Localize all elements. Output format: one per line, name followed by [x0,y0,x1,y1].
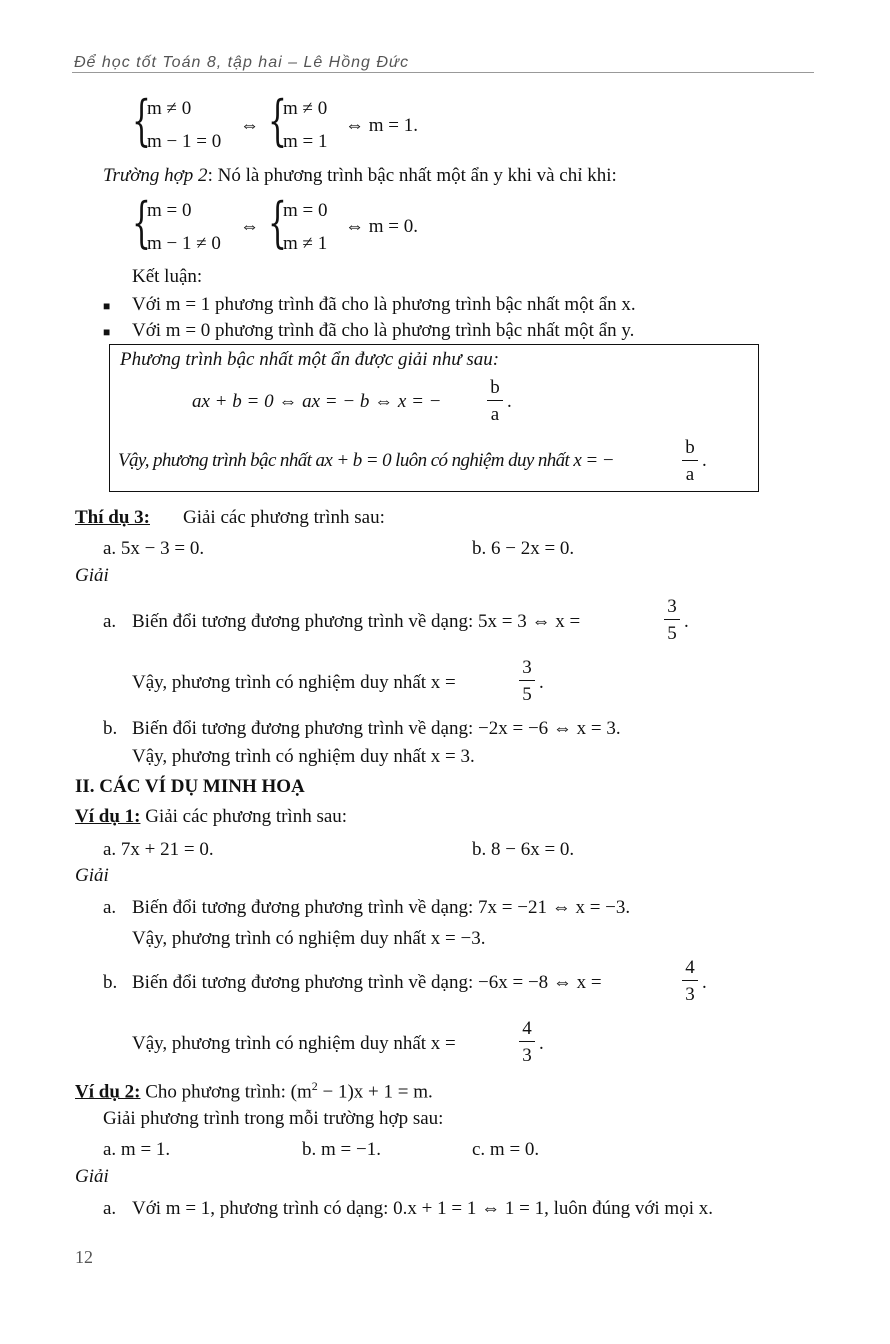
conclusion-item [103,294,636,315]
fraction-denominator: 5 [667,623,677,644]
fraction-numerator: b [685,437,695,458]
note-fraction-b-over-a [682,438,698,484]
case1-equiv: ⇔ [240,115,259,136]
fraction-3-over-5 [519,658,535,704]
example-v1-heading [75,807,347,826]
fraction-4-over-3 [519,1019,535,1065]
fraction-numerator: 4 [685,957,695,978]
note-period: . [507,391,512,412]
example-v2-a: a. m = 1. [103,1139,171,1160]
fraction-numerator: 4 [522,1018,532,1039]
case2-sys2-line2: m ≠ 1 [283,233,328,254]
conclusion-item [103,320,635,341]
section-title: II. CÁC VÍ DỤ MINH HOẠ [75,776,305,797]
example-v1-sol-a-conclusion: Vậy, phương trình có nghiệm duy nhất x = −3. [132,928,486,949]
example-v1-task: Giải các phương trình sau: [140,806,348,827]
bullet-square-icon: ■ [103,299,111,313]
case2-sys1-line1: m = 0 [147,200,192,221]
example3-sol-b: Biến đổi tương đương phương trình về dạng: −2x = −6 ⇔ x = 3. [132,718,621,739]
page-number: 12 [75,1247,93,1267]
example-v1-sol-b-conclusion: Vậy, phương trình có nghiệm duy nhất x = [132,1033,456,1054]
example3-a: a. 5x − 3 = 0. [103,538,205,559]
example3-sol-b-conclusion: Vậy, phương trình có nghiệm duy nhất x = 3. [132,746,475,767]
example3-b: b. 6 − 2x = 0. [472,538,575,559]
case2-sys2-line1: m = 0 [283,200,328,221]
note-fraction-b-over-a [487,378,503,424]
left-brace: { [268,89,287,152]
header-rule [72,72,814,73]
example-v2-task-pre: Cho phương trình: (m [140,1081,312,1103]
fraction-denominator: a [490,404,500,425]
note-line3: Vậy, phương trình bậc nhất ax + b = 0 luôn có nghiệm duy nhất x = − [118,450,614,471]
example-v2-superscript: 2 [311,1079,318,1093]
example3-sol-b-prefix: b. [103,718,118,739]
solution-label: Giải [75,1166,109,1187]
period: . [539,672,544,693]
case2-line [103,166,617,185]
example3-sol-a-conclusion: Vậy, phương trình có nghiệm duy nhất x = [132,672,456,693]
example3-task: Giải các phương trình sau: [183,507,385,528]
fraction-bar [487,400,503,401]
fraction-numerator: b [490,377,500,398]
example-v1-sol-a-prefix: a. [103,897,117,918]
bullet-square-icon: ■ [103,325,111,339]
period: . [684,611,689,632]
case2-label: Trường hợp 2 [103,165,208,186]
example-v1-sol-b: Biến đổi tương đương phương trình về dạng: −6x = −8 ⇔ x = [132,972,602,993]
fraction-4-over-3 [682,958,698,1004]
case2-text: : Nó là phương trình bậc nhất một ẩn y khi và chỉ khi: [207,165,617,186]
case2-result: ⇔ m = 0. [345,216,418,237]
fraction-denominator: 3 [522,1045,532,1066]
conclusion-item-text: Với m = 1 phương trình đã cho là phương trình bậc nhất một ẩn x. [132,294,636,315]
fraction-bar [682,980,698,981]
running-header: Để học tốt Toán 8, tập hai – Lê Hồng Đức [74,54,410,71]
case1-sys2-line1: m ≠ 0 [283,98,328,119]
solution-label: Giải [75,865,109,886]
example-v2-c: c. m = 0. [472,1139,540,1160]
note-line2: ax + b = 0 ⇔ ax = − b ⇔ x = − [192,391,442,412]
conclusion-item-text: Với m = 0 phương trình đã cho là phương trình bậc nhất một ẩn y. [132,320,635,341]
example-v2-task-post: − 1)x + 1 = m. [317,1081,433,1103]
example3-sol-a: Biến đổi tương đương phương trình về dạng: 5x = 3 ⇔ x = [132,611,581,632]
note-period: . [702,450,707,471]
case1-sys1-line1: m ≠ 0 [147,98,192,119]
period: . [702,972,707,993]
conclusion-heading: Kết luận: [132,266,203,287]
example3-title: Thí dụ 3: [75,507,150,528]
fraction-bar [664,619,680,620]
example-v1-sol-b-prefix: b. [103,972,118,993]
example-v2-sub: Giải phương trình trong mỗi trường hợp sau: [103,1108,444,1129]
fraction-3-over-5 [664,597,680,643]
case1-result: ⇔ m = 1. [345,115,418,136]
left-brace: { [132,191,151,254]
example-v2-sol-a: Với m = 1, phương trình có dạng: 0.x + 1 = 1 ⇔ 1 = 1, luôn đúng với mọi x. [132,1198,713,1219]
example-v1-a: a. 7x + 21 = 0. [103,839,214,860]
fraction-bar [519,680,535,681]
period: . [539,1033,544,1054]
left-brace: { [268,191,287,254]
example-v1-sol-a: Biến đổi tương đương phương trình về dạng: 7x = −21 ⇔ x = −3. [132,897,631,918]
case1-sys1-line2: m − 1 = 0 [147,131,222,152]
example-v1-b: b. 8 − 6x = 0. [472,839,575,860]
case2-equiv: ⇔ [240,216,259,237]
example-v1-title: Ví dụ 1: [75,806,141,827]
left-brace: { [132,89,151,152]
example-v2-heading [75,1080,433,1101]
fraction-denominator: 3 [685,984,695,1005]
fraction-numerator: 3 [522,657,532,678]
note-line1: Phương trình bậc nhất một ẩn được giải như sau: [120,349,500,370]
fraction-bar [682,460,698,461]
example-v2-title: Ví dụ 2: [75,1081,141,1103]
fraction-bar [519,1041,535,1042]
fraction-denominator: a [685,464,695,485]
fraction-numerator: 3 [667,596,677,617]
example3-sol-a-prefix: a. [103,611,117,632]
fraction-denominator: 5 [522,684,532,705]
example-v2-b: b. m = −1. [302,1139,381,1160]
case2-sys1-line2: m − 1 ≠ 0 [147,233,221,254]
solution-label: Giải [75,565,109,586]
case1-sys2-line2: m = 1 [283,131,328,152]
example-v2-sol-a-prefix: a. [103,1198,117,1219]
